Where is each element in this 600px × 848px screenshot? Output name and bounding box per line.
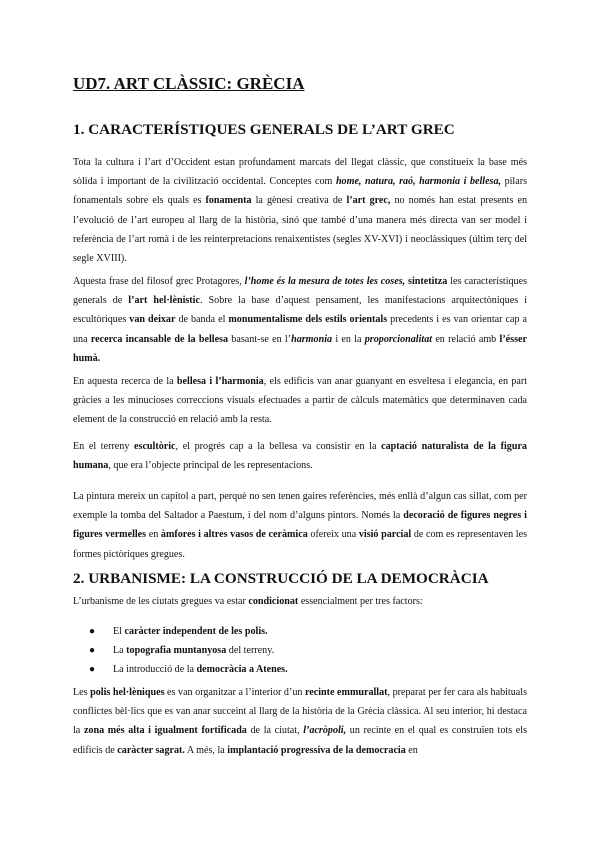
list-item [73, 660, 527, 679]
list-item [73, 622, 527, 641]
section-2-intro: L’urbanisme de les ciutats gregues va estar condicionat essencialment per tres factors: [73, 596, 423, 607]
bullet-icon: ● [89, 645, 96, 657]
section-1-paragraph-4: En el terreny escultòric, el progrés cap a la bellesa va consistir en la captació naturalista de la figura humana, que era l’objecte principal de les representacions. [73, 441, 527, 472]
bullet-icon: ● [89, 626, 96, 637]
list-item-text: La introducció de la democràcia a Atenes. [113, 664, 288, 676]
section-1-paragraph-5: La pintura mereix un capítol a part, perquè no sen tenen gaires referències, més enllà d’algun cas sillat, com per exemple la tomba del Saltador a Paestum, i del nom d’alguns pintors. Només la decoració de figures negres i figures vermelles en àmfores i altres vasos de ceràmica ofereix una visió parcial de com es representaven les formes pictòriques gregues. [73, 491, 528, 560]
list-item-text: La topografia muntanyosa del terreny. [113, 645, 275, 657]
factors-list [73, 622, 527, 680]
section-2-heading: 2. URBANISME: LA CONSTRUCCIÓ DE LA DEMOCRÀCIA [73, 570, 489, 587]
bullet-icon: ● [89, 664, 96, 676]
section-2-paragraph-1: Les polis hel·lèniques es van organitzar a l’interior d’un recinte emmurallat, preparat per fer cara als habituals conflictes bèl·lics que es van anar succeint al llarg de la història de la Grècia clàssica. Al seu interior, hi destaca la zona més alta i igualment fortificada de la ciutat, l’acròpoli, un recinte en el qual es construïen tots els edificis de caràcter sagrat. A més, la implantació progressiva de la democracia en [73, 687, 527, 756]
section-1-paragraph-3: En aquesta recerca de la bellesa i l’harmonia, els edificis van anar guanyant en esveltesa i elegancia, en part gràcies a les minucioses correccions visuals efectuades a partir de càlculs matemàtics que determinaven cada element de la construcció en relació amb la resta. [73, 376, 527, 426]
document-title: UD7. ART CLÀSSIC: GRÈCIA [73, 74, 305, 93]
list-item-text: El caràcter independent de les polis. [113, 626, 268, 637]
list-item [73, 641, 527, 660]
section-1-heading: 1. CARACTERÍSTIQUES GENERALS DE L’ART GREC [73, 121, 455, 138]
section-1-paragraph-2: Aquesta frase del filosof grec Protagores, l’home és la mesura de totes les coses, sintetitza les característiques generals de l’art hel·lènistic. Sobre la base d’aquest pensament, les manifestacions arquitectòniques i escultòriques van deixar de banda el monumentalisme dels estils orientals precedents i es van orientar cap a una recerca incansable de la bellesa basant-se en l’harmonia i en la proporcionalitat en relació amb l’ésser humà. [73, 276, 528, 364]
section-1-paragraph-1: Tota la cultura i l’art d’Occident estan profundament marcats del llegat clàssic, que constitueix la base més sòlida i important de la civilització occidental. Conceptes com home, natura, raó, harmonia i bellesa, pilars fonamentals sobre els quals es fonamenta la gènesi creativa de l’art grec, no només han estat presents en l’evolució de l’art europeu al llarg de la història, sinó que també d’una manera més directa van ser model i referència de l’art romà i de les reinterpretacions renaixentistes (segles XV-XVI) i neoclàssiques (últim terç del segle XVIII). [73, 157, 528, 265]
